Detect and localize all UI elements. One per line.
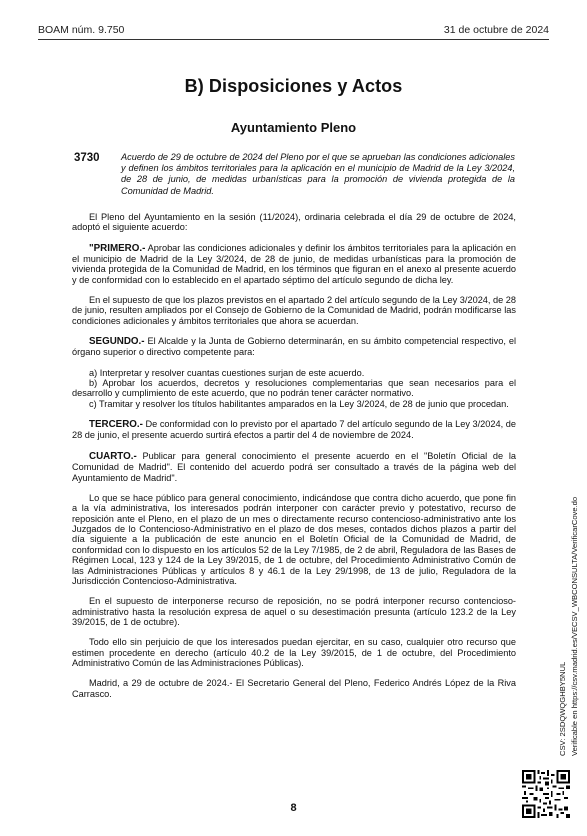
entry-summary: Acuerdo de 29 de octubre de 2024 del Pleno por el que se aprueban las condiciones adicionales y definen los ámbitos territoriales para la aplicación en el municipio de Madrid de la Ley 3/2024, de 28 de junio, de medidas urbanísticas para la promoción de vivienda protegida de la Comunidad de Madrid. bbox=[121, 152, 515, 196]
primero-keyword: "PRIMERO.- bbox=[89, 242, 146, 254]
cuarto-paragraph bbox=[72, 451, 516, 483]
subsection-title: Ayuntamiento Pleno bbox=[230, 120, 357, 135]
page-number: 8 bbox=[290, 802, 297, 814]
tercero-keyword: TERCERO.- bbox=[89, 419, 143, 431]
tercero-paragraph bbox=[72, 419, 516, 441]
bulletin-number: BOAM núm. 9.750 bbox=[38, 24, 125, 36]
list-item-c: c) Tramitar y resolver los títulos habilitantes amparados en la Ley 3/2024, de 28 de junio que procedan. bbox=[89, 398, 509, 409]
tercero-text: De conformidad con lo previsto por el apartado 7 del artículo segundo de la Ley 3/2024, de 28 de junio, el presente acuerdo surtirá efectos a partir del 4 de noviembre de 2024. bbox=[72, 419, 516, 441]
bulletin-date: 31 de octubre de 2024 bbox=[443, 24, 549, 36]
primero-text: Aprobar las condiciones adicionales y definir los ámbitos territoriales para la aplicación en el municipio de Madrid de la Ley 3/2024, de 28 de junio, de medidas urbanísticas para la promoción de vivienda protegida de la Comunidad de Madrid, en los términos que figuran en el anexo al presente acuerdo y de conformidad con lo establecido en el apartado séptimo del artículo segundo de dicha ley. bbox=[72, 242, 516, 285]
csv-code: CSV: 2SDQWQGHBY5NUL bbox=[558, 661, 567, 756]
signature-paragraph: Madrid, a 29 de octubre de 2024.- El Secretario General del Pleno, Federico Andrés López de la Riva Carrasco. bbox=[72, 678, 516, 699]
intro-paragraph: El Pleno del Ayuntamiento en la sesión (11/2024), ordinaria celebrada el día 29 de octubre de 2024, adoptó el siguiente acuerdo: bbox=[72, 212, 516, 233]
cuarto-text: Publicar para general conocimiento el presente acuerdo en el "Boletín Oficial de la Comunidad de Madrid". El contenido del acuerdo podrá ser consultado a través de la página web del Ayuntamiento de Madrid". bbox=[72, 450, 516, 483]
segundo-text: El Alcalde y la Junta de Gobierno determinarán, en su ámbito competencial respectivo, el órgano superior o directivo competente para: bbox=[72, 336, 516, 358]
plazos-paragraph: En el supuesto de que los plazos previstos en el apartado 2 del artículo segundo de la Ley 3/2024, de 28 de junio, resulten ampliados por el Consejo de Gobierno de la Comunidad de Madrid, podrán modificarse las condiciones adicionales y ámbitos territoriales que ahora se acuerdan. bbox=[72, 295, 517, 326]
otro-recurso-paragraph: Todo ello sin perjuicio de que los interesados puedan ejercitar, en su caso, cualquier otro recurso que estimen procedente en derecho (artículo 40.2 de la Ley 39/2015, de 1 de octubre, del Procedimiento Administrativo Común de las Administraciones Públicas). bbox=[72, 637, 516, 668]
reposicion-paragraph: En el supuesto de interponerse recurso de reposición, no se podrá interponer recurso contencioso-administrativo hasta la resolución expresa de aquel o su desestimación presunta (artículo 123.2 de la Ley 39/2015, de 1 de octubre). bbox=[72, 596, 516, 627]
segundo-paragraph bbox=[72, 336, 516, 358]
header-divider bbox=[38, 39, 549, 40]
list-item-b: b) Aprobar los acuerdos, decretos y resoluciones complementarias que sean necesarios para el desarrollo y cumplimiento de este acuerdo, que no podrán tener carácter normativo. bbox=[72, 378, 516, 399]
entry-number: 3730 bbox=[74, 152, 100, 164]
cuarto-keyword: CUARTO.- bbox=[89, 450, 137, 462]
document-body bbox=[72, 212, 516, 709]
list-item-a: a) Interpretar y resolver cuantas cuestiones surjan de este acuerdo. bbox=[89, 367, 365, 378]
verification-url: Verificable en https://csv.madrid.es/VECSV_WBCONSULTA/VerificarCove.do bbox=[570, 496, 579, 756]
primero-paragraph bbox=[72, 243, 516, 286]
recurso-paragraph: Lo que se hace público para general conocimiento, indicándose que contra dicho acuerdo, que pone fin a la vía administrativa, los interesados podrán interponer con carácter previo y potestativo, recurso de reposición ante el Pleno, en el plazo de un mes o directamente recurso contencioso-administrativo ante los Juzgados de lo Contencioso-Administrativo en el plazo de dos meses, contados dichos plazos a partir del día siguiente a la publicación de este anuncio en el Boletín Oficial de la Comunidad de Madrid, de conformidad con lo dispuesto en los artículos 52 de la Ley 7/1985, de 2 de abril, Reguladora de las Bases de Régimen Local, 123 y 124 de la Ley 39/2015, de 1 de octubre, del Procedimiento Administrativo Común de las Administraciones Públicas y artículos 8 y 46.1 de la Ley 29/1998, de 13 de julio, Reguladora de la Jurisdicción Contencioso-Administrativa. bbox=[72, 492, 516, 586]
segundo-keyword: SEGUNDO.- bbox=[89, 336, 145, 348]
section-title: B) Disposiciones y Actos bbox=[184, 76, 403, 96]
